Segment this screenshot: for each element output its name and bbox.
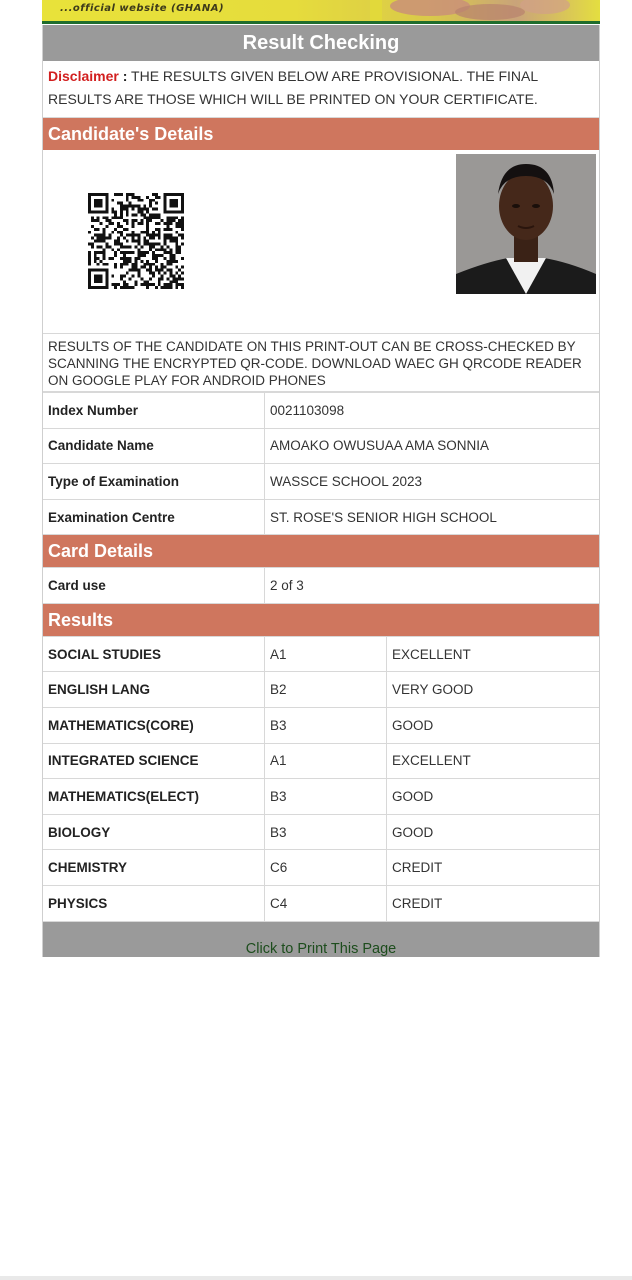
subject-remark: GOOD <box>387 708 600 744</box>
banner-text: ...official website (GHANA) <box>60 3 225 14</box>
subject-remark: VERY GOOD <box>387 672 600 708</box>
subject-name: CHEMISTRY <box>43 850 265 886</box>
subject-grade: B3 <box>265 779 387 815</box>
subject-name: INTEGRATED SCIENCE <box>43 743 265 779</box>
candidate-photo <box>456 154 596 294</box>
table-row <box>43 743 599 779</box>
subject-remark: EXCELLENT <box>387 743 600 779</box>
table-row <box>43 568 599 604</box>
disclaimer-text: THE RESULTS GIVEN BELOW ARE PROVISIONAL. THE FINAL RESULTS ARE THOSE WHICH WILL BE PRINTED ON YOUR CERTIFICATE. <box>48 68 538 107</box>
page-title: Result Checking <box>43 25 599 61</box>
table-row <box>43 779 599 815</box>
detail-label: Index Number <box>43 393 265 429</box>
table-row <box>43 428 599 464</box>
table-row <box>43 708 599 744</box>
subject-name: ENGLISH LANG <box>43 672 265 708</box>
card-details-table <box>43 567 599 604</box>
card-use-label: Card use <box>43 568 265 604</box>
subject-remark: GOOD <box>387 779 600 815</box>
section-header-results: Results <box>43 604 599 636</box>
subject-grade: B3 <box>265 708 387 744</box>
result-container <box>42 25 600 957</box>
detail-value: 0021103098 <box>265 393 600 429</box>
subject-name: PHYSICS <box>43 885 265 921</box>
print-page-link[interactable]: Click to Print This Page <box>245 940 397 957</box>
subject-remark: EXCELLENT <box>387 636 600 672</box>
disclaimer <box>43 61 599 118</box>
card-use-value: 2 of 3 <box>265 568 600 604</box>
candidate-details-table <box>43 392 599 535</box>
detail-value: ST. ROSE'S SENIOR HIGH SCHOOL <box>265 499 600 535</box>
subject-grade: B2 <box>265 672 387 708</box>
subject-grade: B3 <box>265 814 387 850</box>
print-bar <box>43 922 599 957</box>
subject-grade: A1 <box>265 636 387 672</box>
detail-value: AMOAKO OWUSUAA AMA SONNIA <box>265 428 600 464</box>
qr-code-icon <box>88 193 184 289</box>
section-header-candidate: Candidate's Details <box>43 118 599 150</box>
detail-value: WASSCE SCHOOL 2023 <box>265 464 600 500</box>
table-row <box>43 393 599 429</box>
subject-grade: C4 <box>265 885 387 921</box>
subject-remark: GOOD <box>387 814 600 850</box>
qr-note: RESULTS OF THE CANDIDATE ON THIS PRINT-OUT CAN BE CROSS-CHECKED BY SCANNING THE ENCRYPTED QR-CODE. DOWNLOAD WAEC GH QRCODE READER ON GOOGLE PLAY FOR ANDROID PHONES <box>43 334 599 392</box>
subject-name: SOCIAL STUDIES <box>43 636 265 672</box>
detail-label: Examination Centre <box>43 499 265 535</box>
bottom-divider <box>0 1276 632 1280</box>
results-table <box>43 636 599 922</box>
candidate-media <box>43 150 599 334</box>
subject-name: MATHEMATICS(CORE) <box>43 708 265 744</box>
table-row <box>43 672 599 708</box>
detail-label: Type of Examination <box>43 464 265 500</box>
table-row <box>43 885 599 921</box>
disclaimer-label: Disclaimer <box>48 68 119 84</box>
subject-name: BIOLOGY <box>43 814 265 850</box>
banner-artwork-icon <box>370 0 600 21</box>
site-banner <box>42 0 600 24</box>
table-row <box>43 636 599 672</box>
subject-remark: CREDIT <box>387 885 600 921</box>
detail-label: Candidate Name <box>43 428 265 464</box>
subject-grade: C6 <box>265 850 387 886</box>
table-row <box>43 850 599 886</box>
subject-name: MATHEMATICS(ELECT) <box>43 779 265 815</box>
table-row <box>43 464 599 500</box>
subject-grade: A1 <box>265 743 387 779</box>
table-row <box>43 814 599 850</box>
subject-remark: CREDIT <box>387 850 600 886</box>
section-header-card: Card Details <box>43 535 599 567</box>
table-row <box>43 499 599 535</box>
disclaimer-separator: : <box>118 68 128 84</box>
